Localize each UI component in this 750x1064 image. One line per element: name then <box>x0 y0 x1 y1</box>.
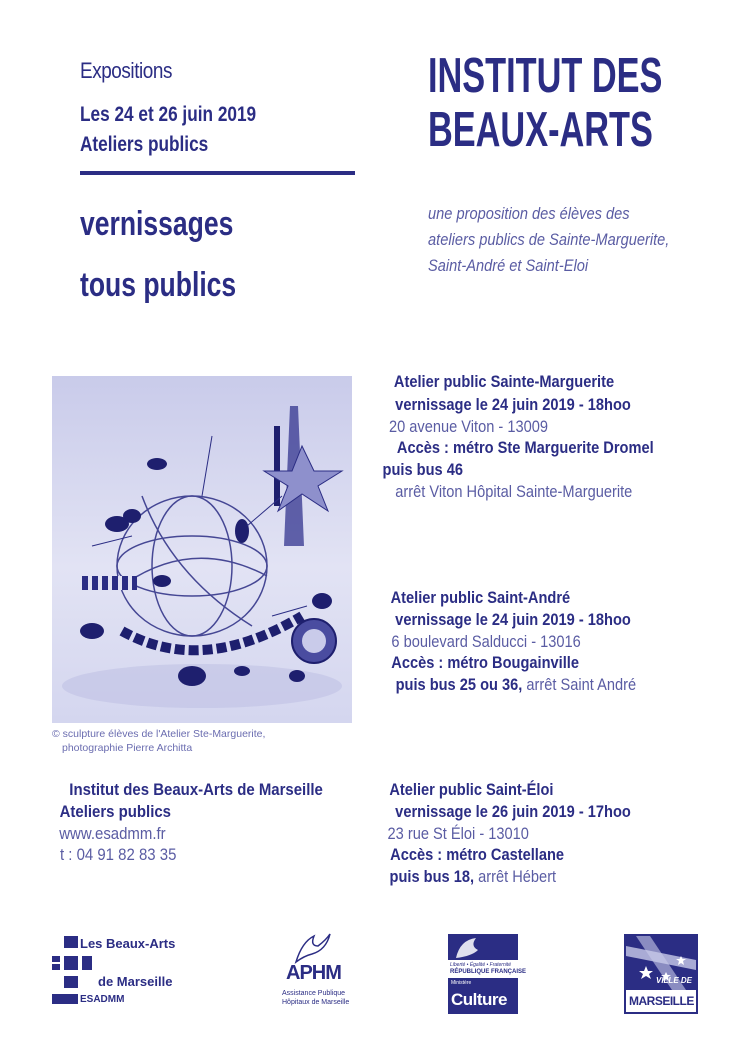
event-address: 23 rue St Éloi - 13010 <box>387 824 529 843</box>
page-title-line2: BEAUX-ARTS <box>428 103 653 157</box>
ville-marseille-logo <box>624 934 698 1014</box>
rf-name: RÉPUBLIQUE FRANÇAISE <box>450 969 527 975</box>
sculpture-illustration <box>52 376 352 723</box>
beaux-arts-line3: ESADMM <box>80 994 125 1005</box>
event-acces: Accès : métro Bougainville <box>391 653 579 672</box>
event-address: 20 avenue Viton - 13009 <box>388 417 549 436</box>
aphm-logo <box>282 932 362 1016</box>
culture-label: Culture <box>451 990 507 1009</box>
divider <box>80 171 355 175</box>
rf-motto: Liberté • Égalité • Fraternité <box>450 962 512 968</box>
event-stop: arrêt Saint André <box>522 675 637 694</box>
contact-ateliers: Ateliers publics <box>59 802 172 821</box>
page-title-line1: INSTITUT DES <box>428 49 663 103</box>
ateliers-label: Ateliers publics <box>80 133 209 156</box>
event-bus-line <box>390 867 557 887</box>
subtitle-line1: une proposition des élèves des <box>428 204 630 223</box>
event-bus: puis bus 25 ou 36, <box>395 675 523 694</box>
beaux-arts-line1: Les Beaux-Arts <box>80 936 176 951</box>
subtitle-line3: Saint-André et Saint-Eloi <box>428 256 589 275</box>
photo-caption-line2: photographie Pierre Architta <box>62 742 193 754</box>
event-name: Atelier public Saint-André <box>390 588 571 607</box>
section-label: Expositions <box>80 58 173 83</box>
event-name: Atelier public Sainte-Marguerite <box>393 372 615 391</box>
event-vernissage: vernissage le 26 juin 2019 - 17hoo <box>395 802 631 821</box>
ministere-culture-logo <box>448 934 527 1014</box>
event-vernissage: vernissage le 24 juin 2019 - 18hoo <box>395 395 631 414</box>
headline-tous-publics: tous publics <box>80 266 237 304</box>
event-bus: puis bus 46 <box>382 460 463 479</box>
website-link[interactable]: www.esadmm.fr <box>59 824 166 843</box>
event-bus-line <box>396 675 637 695</box>
photo-caption-line1: © sculpture élèves de l'Atelier Ste-Marguerite, <box>52 728 266 740</box>
subtitle-line2: ateliers publics de Sainte-Marguerite, <box>428 230 670 249</box>
phone-number: t : 04 91 82 83 35 <box>59 845 177 864</box>
sculpture-photo <box>52 376 352 723</box>
event-name: Atelier public Saint-Éloi <box>389 780 554 799</box>
event-address: 6 boulevard Salducci - 13016 <box>391 632 581 651</box>
contact-institution: Institut des Beaux-Arts de Marseille <box>69 780 323 799</box>
event-bus: puis bus 18, <box>389 867 475 886</box>
aphm-title: APHM <box>286 962 341 984</box>
event-vernissage: vernissage le 24 juin 2019 - 18hoo <box>395 610 631 629</box>
aphm-sub2: Hôpitaux de Marseille <box>282 999 350 1006</box>
ville-de-label: VILLE DE <box>655 976 692 985</box>
bird-icon <box>292 932 332 966</box>
beaux-arts-line2: de Marseille <box>98 974 173 989</box>
event-stop: arrêt Hébert <box>474 867 557 886</box>
exhibition-dates: Les 24 et 26 juin 2019 <box>80 103 257 126</box>
marseille-label: MARSEILLE <box>629 994 694 1008</box>
headline-vernissages: vernissages <box>80 205 234 243</box>
culture-block <box>448 978 518 1014</box>
event-stop: arrêt Viton Hôpital Sainte-Marguerite <box>395 482 633 501</box>
ministere-label: Ministère <box>451 980 472 986</box>
event-acces: Accès : métro Ste Marguerite Dromel <box>396 438 654 457</box>
beaux-arts-logo <box>52 936 192 1008</box>
event-acces: Accès : métro Castellane <box>390 845 565 864</box>
marianne-icon <box>448 934 518 960</box>
aphm-sub1: Assistance Publique <box>282 990 346 997</box>
